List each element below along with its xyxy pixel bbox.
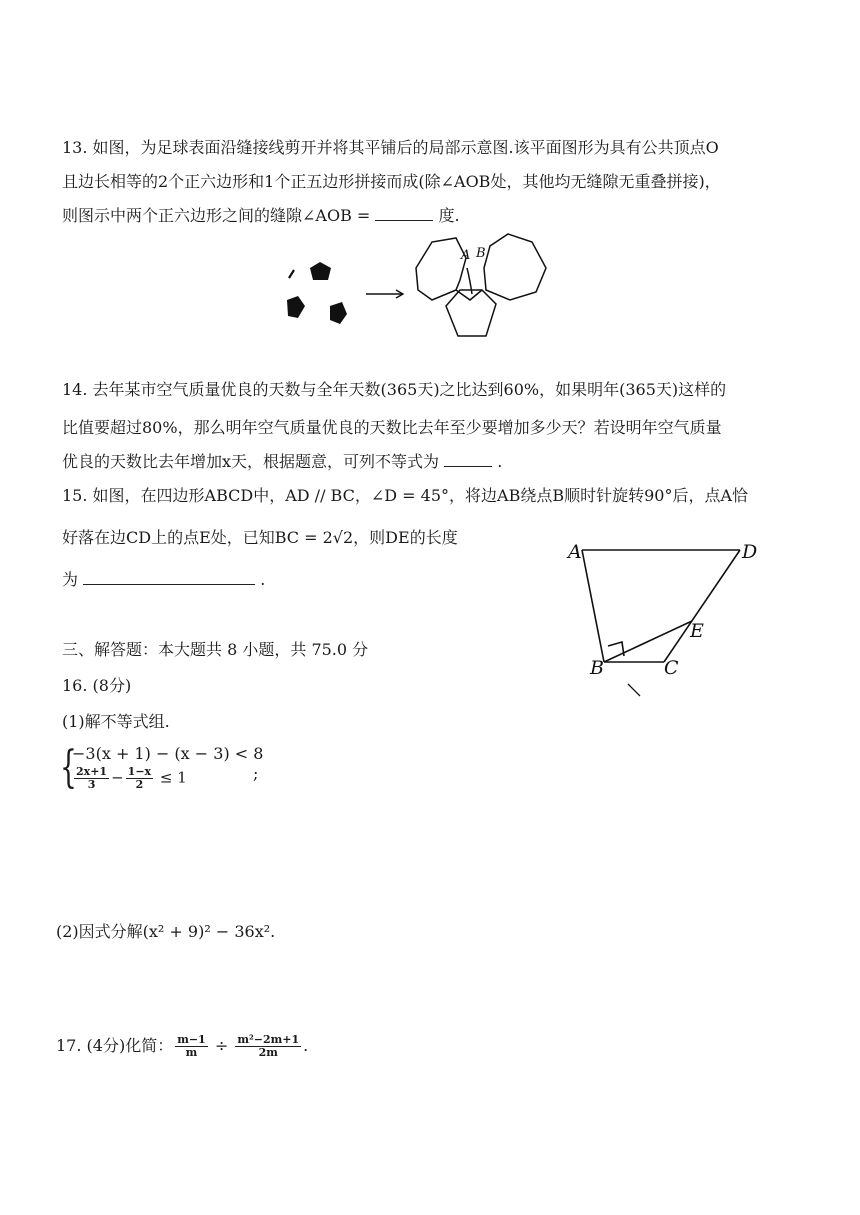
q15-fig-label-e: E xyxy=(690,620,704,642)
q14-line3-end: . xyxy=(497,452,503,471)
q15-answer-blank xyxy=(83,570,255,585)
q13-line3 xyxy=(62,206,460,226)
q14-line1: 14. 去年某市空气质量优良的天数与全年天数(365天)之比达到60%，如果明年(365天)这样的 xyxy=(62,380,727,399)
q16-semicolon: ; xyxy=(253,764,259,783)
q15-line3 xyxy=(62,570,265,590)
q13-line3-text: 则图示中两个正六边形之间的缝隙∠AOB = xyxy=(62,206,371,225)
q15-figure xyxy=(560,530,780,700)
q16-ineq2 xyxy=(72,766,187,791)
q14-answer-blank xyxy=(444,452,492,467)
q17-div: ÷ xyxy=(214,1036,229,1055)
soccer-ball-icon xyxy=(287,262,347,324)
q15-line2: 好落在边CD上的点E处，已知BC = 2√2，则DE的长度 xyxy=(62,528,458,547)
q13-line1: 13. 如图，为足球表面沿缝接线剪开并将其平铺后的局部示意图.该平面图形为具有公共顶点O xyxy=(62,138,719,157)
q16-ineq2-minus: − xyxy=(111,768,124,787)
q14-line3-text: 优良的天数比去年增加x天，根据题意，可列不等式为 xyxy=(62,452,440,471)
q16-frac1: $\frac{2x+1}{3}$ xyxy=(76,765,108,791)
q16-part1: (1)解不等式组. xyxy=(62,712,170,731)
q15-fig-label-b: B xyxy=(590,657,604,679)
q13-fig-label-a: A xyxy=(461,248,471,263)
q15-fig-label-c: C xyxy=(664,657,679,679)
q13-line2: 且边长相等的2个正六边形和1个正五边形拼接而成(除∠AOB处，其他均无缝隙无重叠拼接)， xyxy=(62,172,721,191)
q17 xyxy=(56,1034,308,1059)
arrow-icon xyxy=(366,290,403,298)
q16-frac2: $\frac{1-x}{2}$ xyxy=(127,765,152,791)
system-brace: { xyxy=(60,742,77,793)
q15-line3-end: . xyxy=(260,570,266,589)
q13-fig-label-b: B xyxy=(476,246,486,261)
q14-line2: 比值要超过80%，那么明年空气质量优良的天数比去年至少要增加多少天？若设明年空气质量 xyxy=(62,418,722,437)
q15-fig-label-d: D xyxy=(742,541,758,563)
q16-header: 16. (8分) xyxy=(62,676,132,695)
q16-part2: (2)因式分解(x² + 9)² − 36x². xyxy=(56,922,276,941)
q14-line3 xyxy=(62,452,502,472)
q16-inequality-system xyxy=(60,742,320,798)
q15-fig-label-a: A xyxy=(568,541,582,563)
q17-frac1: $\frac{m-1}{m}$ xyxy=(177,1033,206,1059)
q16-ineq1: −3(x + 1) − (x − 3) < 8 xyxy=(72,744,264,763)
q17-prefix: 17. (4分)化简： xyxy=(56,1036,174,1055)
section3-title: 三、解答题：本大题共 8 小题，共 75.0 分 xyxy=(62,640,369,659)
q16-ineq2-rhs: ≤ 1 xyxy=(159,768,187,787)
q15-line3-text: 为 xyxy=(62,570,79,589)
q17-end: . xyxy=(303,1036,309,1055)
q17-frac2: $\frac{\text{m²−2m+1}}{2m}$ xyxy=(237,1033,300,1059)
q15-line1: 15. 如图，在四边形ABCD中，AD // BC，∠D = 45°，将边AB绕点B顺时针旋转90°后，点A恰 xyxy=(62,486,749,505)
q13-answer-blank xyxy=(375,206,433,221)
q13-line3-end: 度. xyxy=(438,206,460,225)
q13-figure xyxy=(270,228,560,343)
